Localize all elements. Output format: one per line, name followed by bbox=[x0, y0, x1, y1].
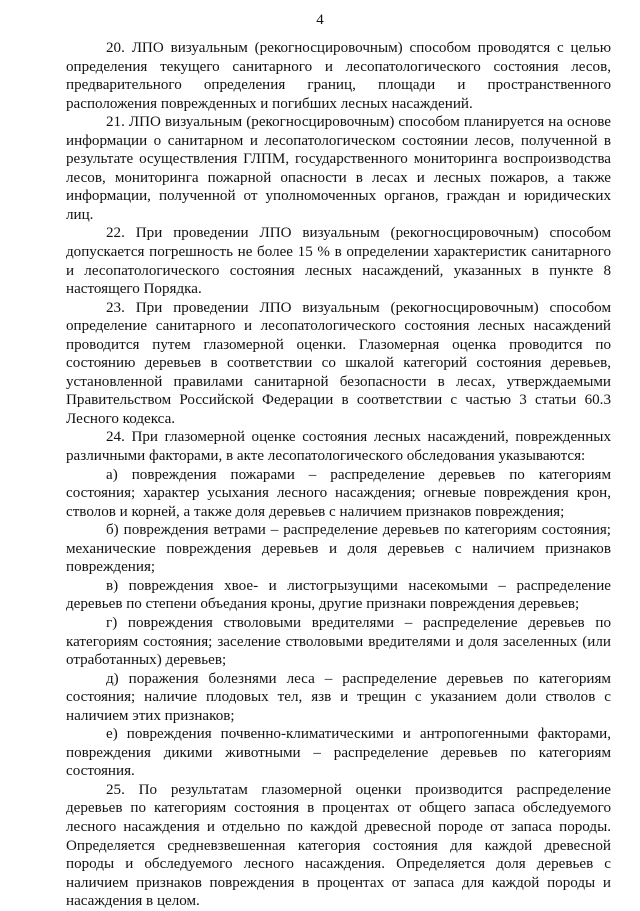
paragraph-24: 24. При глазомерной оценке состояния лесных насаждений, поврежденных различными факторами, в акте лесопатологического обследования указываются: bbox=[66, 429, 611, 465]
paragraph-24-v: в) повреждения хвое- и листогрызущими насекомыми – распределение деревьев по степени объедания кроны, другие признаки повреждения деревьев; bbox=[66, 577, 611, 613]
document-body bbox=[66, 39, 611, 911]
paragraph-21: 21. ЛПО визуальным (рекогносцировочным) способом планируется на основе информации о санитарном и лесопатологическом состоянии лесов, полученной в результате осуществления ГЛПМ, государственного мониторинга воспроизводства лесов, мониторинга пожарной опасности в лесах и лесных пожаров, а также информации, полученной от уполномоченных органов, граждан и юридических лиц. bbox=[66, 114, 611, 223]
paragraph-24-g: г) повреждения стволовыми вредителями – распределение деревьев по категориям состояния; заселение стволовыми вредителями и доля заселенных (или отработанных) деревьев; bbox=[66, 614, 611, 669]
paragraph-22: 22. При проведении ЛПО визуальным (рекогносцировочным) способом допускается погрешность не более 15 % в определении характеристик санитарного и лесопатологического состояния лесных насаждений, указанных в пункте 8 настоящего Порядка. bbox=[66, 225, 611, 298]
paragraph-25: 25. По результатам глазомерной оценки производится распределение деревьев по категориям состояния в процентах от общего запаса обследуемого лесного насаждения и отдельно по каждой древесной породе от запаса породы. Определяется средневзвешенная категория состояния для каждой древесной породы и обследуемого лесного насаждения. Определяется доля деревьев с наличием признаков повреждения в процентах от запаса для каждой породы и насаждения в целом. bbox=[66, 781, 611, 910]
paragraph-24-a: а) повреждения пожарами – распределение деревьев по категориям состояния; характер усыхания лесного насаждения; огневые повреждения крон, стволов и корней, а также доля деревьев с наличием признаков повреждения; bbox=[66, 466, 611, 520]
paragraph-24-b: б) повреждения ветрами – распределение деревьев по категориям состояния; механические повреждения деревьев и доля деревьев с наличием признаков повреждения; bbox=[66, 522, 611, 576]
page-number: 4 bbox=[316, 12, 324, 28]
paragraph-24-e: е) повреждения почвенно-климатическими и антропогенными факторами, повреждения дикими животными – распределение деревьев по категориям состояния. bbox=[66, 726, 611, 780]
paragraph-24-d: д) поражения болезнями леса – распределение деревьев по категориям состояния; наличие плодовых тел, язв и трещин с указанием доли стволов с наличием этих признаков; bbox=[66, 670, 611, 724]
paragraph-20: 20. ЛПО визуальным (рекогносцировочным) способом проводятся с целью определения текущего санитарного и лесопатологического состояния лесов, предварительного определения границ, площади и пространственного расположения поврежденных и погибших лесных насаждений. bbox=[66, 40, 611, 112]
paragraph-23: 23. При проведении ЛПО визуальным (рекогносцировочным) способом определение санитарного и лесопатологического состояния лесных насаждений проводится путем глазомерной оценки. Глазомерная оценка проводится по состоянию деревьев в соответствии со шкалой категорий состояния деревьев, установленной правилами санитарной безопасности в лесах, утверждаемыми Правительством Российской Федерации в соответствии с частью 3 статьи 60.3 Лесного кодекса. bbox=[66, 299, 611, 427]
